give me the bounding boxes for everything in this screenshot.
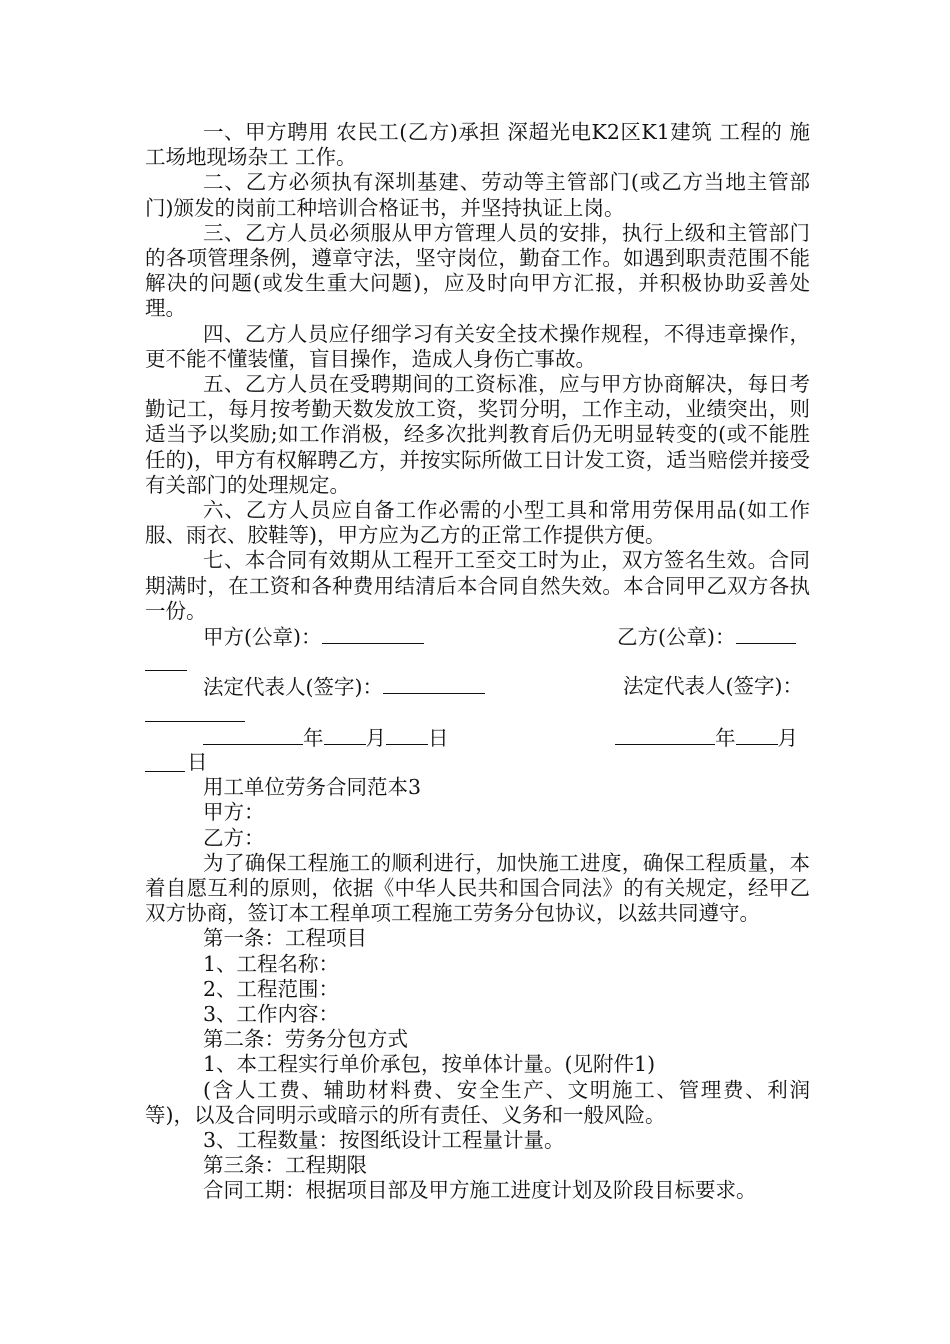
party-b-seal-label: 乙方(公章)： [617,625,736,650]
clause-3: 三、乙方人员必须服从甲方管理人员的安排，执行上级和主管部门的各项管理条例，遵章守法，坚守岗位，勤奋工作。如遇到职责范围不能解决的问题(或发生重大问题)，应及时向甲方汇报，并积极协助妥善处理。 [145,220,810,321]
clause-2: 二、乙方必须执有深圳基建、劳动等主管部门(或乙方当地主管部门)颁发的岗前工种培训合格证书，并坚持执证上岗。 [145,170,810,220]
contract-title: 用工单位劳务合同范本3 [203,775,422,800]
date-b-year-blank [615,725,715,745]
date-a-month-blank [324,725,366,745]
date-row [145,725,810,750]
legal-rep-row-continuation [145,700,810,725]
date-b [615,725,798,751]
legal-rep-b-label: 法定代表人(签字)： [623,674,803,699]
date-b-month: 月 [777,725,798,750]
project-scope: 2、工程范围： [203,976,340,1001]
clause-5: 五、乙方人员在受聘期间的工资标准，应与甲方协商解决，每日考勤记工，每月按考勤天数发放工资，奖罚分明，工作主动，业绩突出，则适当予以奖励;如工作消极，经多次批判教育后仍无明显转变的(或不能胜任的)，甲方有权解聘乙方，并按实际所做工日计发工资，适当赔偿并接受有关部门的处理规定。 [145,372,810,497]
cost-inclusion-clause: (含人工费、辅助材料费、安全生产、文明施工、管理费、利润等)，以及合同明示或暗示的所有责任、义务和一般风险。 [145,1077,810,1127]
date-a-day-blank [386,725,428,745]
article-1-heading: 第一条：工程项目 [203,926,367,951]
preamble: 为了确保工程施工的顺利进行，加快施工进度，确保工程质量，本着自愿互利的原则，依据《中华人民共和国合同法》的有关规定，经甲乙双方协商，签订本工程单项工程施工劳务分包协议，以兹共同遵守。 [145,850,810,926]
seal-row [145,624,810,649]
legal-rep-a-blank [383,674,485,694]
unit-price-clause: 1、本工程实行单价承包，按单体计量。(见附件1) [203,1052,656,1077]
date-a-year-blank [203,725,303,745]
party-b-seal-blank-cont [145,651,187,671]
party-a-seal-label: 甲方(公章)： [203,625,322,650]
date-b-day-blank [145,752,185,772]
legal-rep-row [145,674,810,699]
date-a-year: 年 [303,725,324,750]
work-content: 3、工作内容： [203,1002,340,1027]
party-a-line: 甲方： [203,800,265,825]
date-b-day: 日 [187,750,208,774]
party-a-seal [203,624,424,650]
party-b-line: 乙方： [203,825,265,850]
clause-4: 四、乙方人员应仔细学习有关安全技术操作规程，不得违章操作，更不能不懂装懂，盲目操作，造成人身伤亡事故。 [145,321,810,371]
legal-rep-b [623,674,803,699]
party-b-seal-blank [736,624,796,644]
date-row-continuation [145,750,810,775]
seal-row-continuation [145,649,810,674]
date-a-month: 月 [365,725,386,750]
party-b-seal [617,624,796,650]
article-3-heading: 第三条：工程期限 [203,1153,367,1178]
party-a-seal-blank [322,624,424,644]
clause-7: 七、本合同有效期从工程开工至交工时为止，双方签名生效。合同期满时，在工资和各种费用结清后本合同自然失效。本合同甲乙双方各执一份。 [145,548,810,623]
project-name: 1、工程名称： [203,951,340,976]
clause-1: 一、甲方聘用 农民工(乙方)承担 深超光电K2区K1建筑 工程的 施工场地现场杂工 工作。 [145,120,810,170]
date-a-day: 日 [428,725,449,750]
clause-6: 六、乙方人员应自备工作必需的小型工具和常用劳保用品(如工作服、雨衣、胶鞋等)，甲方应为乙方的正常工作提供方便。 [145,498,810,548]
contract-period: 合同工期：根据项目部及甲方施工进度计划及阶段目标要求。 [203,1178,757,1203]
legal-rep-a-label: 法定代表人(签字)： [203,675,383,700]
legal-rep-a [203,674,485,700]
article-2-heading: 第二条：劳务分包方式 [203,1027,408,1052]
document-body [145,120,810,1204]
quantity-clause: 3、工程数量：按图纸设计工程量计量。 [203,1128,565,1153]
date-a [203,725,449,751]
date-b-month-blank [736,725,778,745]
date-b-year: 年 [715,725,736,750]
legal-rep-b-blank [145,702,245,722]
